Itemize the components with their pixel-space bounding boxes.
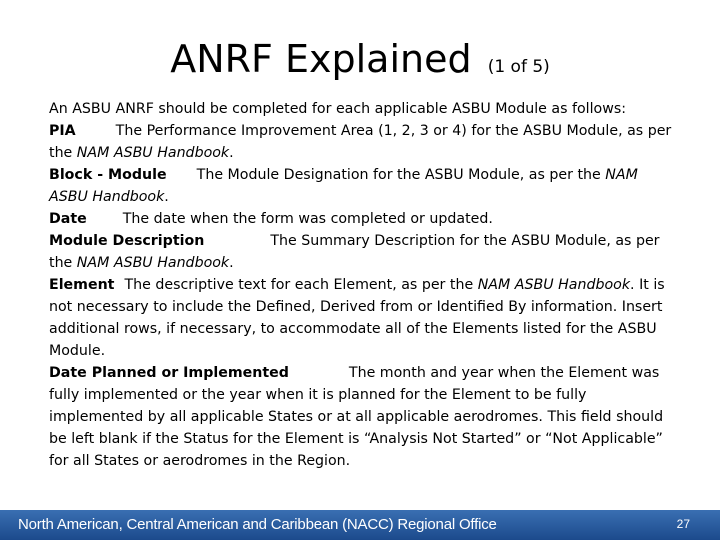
intro-text: An ASBU ANRF should be completed for each applicable ASBU Module as follows: xyxy=(49,101,626,117)
item-text: The Performance Improvement Area (1, 2, 3 or 4) for the ASBU Module, as per the xyxy=(49,123,672,161)
item-term: Block - Module xyxy=(49,167,167,183)
item-italic: NAM ASBU Handbook xyxy=(49,167,638,205)
item-term: Date xyxy=(49,211,87,227)
item-text-end: . It is not necessary to include the Defined, Derived from or Identified By information. Insert additional rows, if necessary, to accommodate all of the Elements listed for the ASBU Module. xyxy=(49,277,665,359)
item-term: Module Description xyxy=(49,233,205,249)
item-pia xyxy=(49,120,677,164)
item-italic: NAM ASBU Handbook xyxy=(477,277,631,293)
slide-title-text: ANRF Explained xyxy=(170,37,472,81)
slide-body xyxy=(49,98,677,472)
item-module-description xyxy=(49,230,677,274)
item-text: The Module Designation for the ASBU Module, as per the xyxy=(196,167,606,183)
footer-office-name: North American, Central American and Caribbean (NACC) Regional Office xyxy=(18,516,497,533)
item-text-end: . xyxy=(164,189,169,205)
item-italic: NAM ASBU Handbook xyxy=(76,255,230,271)
item-italic: NAM ASBU Handbook xyxy=(76,145,230,161)
item-text-end: . xyxy=(229,255,234,271)
item-text: The date when the form was completed or updated. xyxy=(122,211,493,227)
footer-bar xyxy=(0,510,720,540)
item-date-planned xyxy=(49,362,677,472)
page-number: 27 xyxy=(676,517,690,531)
item-term: PIA xyxy=(49,123,76,139)
item-text: The descriptive text for each Element, as per the xyxy=(124,277,478,293)
item-element xyxy=(49,274,677,362)
item-term: Element xyxy=(49,277,115,293)
item-text-end: . xyxy=(229,145,234,161)
slide-title xyxy=(0,34,720,92)
item-text: The Summary Description for the ASBU Module, as per the xyxy=(49,233,660,271)
item-text: The month and year when the Element was fully implemented or the year when it is planned for the Element to be fully implemented by all applicable States or at all applicable aerodromes. This field should be left blank if the Status for the Element is “Analysis Not Started” or “Not Applicable” for all States or aerodromes in the Region. xyxy=(49,365,664,469)
slide-title-suffix: (1 of 5) xyxy=(487,57,550,77)
item-date xyxy=(49,208,677,230)
item-block-module xyxy=(49,164,677,208)
item-term: Date Planned or Implemented xyxy=(49,365,289,381)
